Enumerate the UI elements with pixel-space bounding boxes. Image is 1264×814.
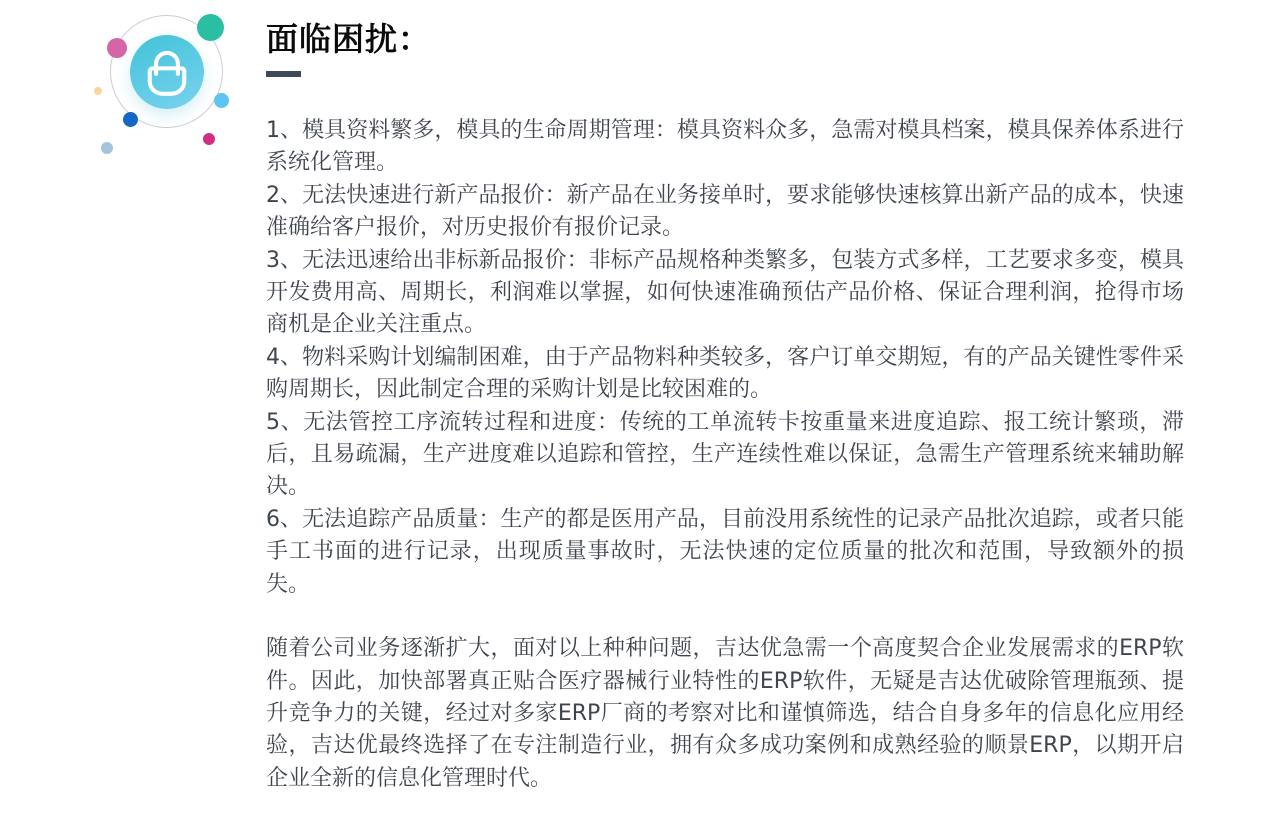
issue-list	[266, 115, 1184, 601]
dark-blue-dot	[123, 112, 138, 127]
light-blue-dot	[214, 93, 229, 108]
lock-icon-glyph	[147, 48, 187, 96]
issue-item-1: 1、模具资料繁多，模具的生命周期管理：模具资料众多，急需对模具档案，模具保养体系进行系统化管理。	[266, 118, 1184, 176]
lock-icon	[130, 35, 204, 109]
pink-dot	[107, 38, 127, 58]
issue-item-4: 4、物料采购计划编制困难，由于产品物料种类较多，客户订单交期短，有的产品关键性零件采购周期长，因此制定合理的采购计划是比较困难的。	[266, 344, 1184, 403]
yellow-dot	[94, 87, 102, 95]
teal-dot	[197, 14, 224, 41]
issue-item-6: 6、无法追踪产品质量：生产的都是医用产品，目前没用系统性的记录产品批次追踪，或者只能手工书面的进行记录，出现质量事故时，无法快速的定位质量的批次和范围，导致额外的损失。	[266, 506, 1184, 597]
page-title: 面临困扰：	[266, 20, 432, 58]
lock-decoration	[88, 3, 240, 165]
issue-item-2: 2、无法快速进行新产品报价：新产品在业务接单时，要求能够快速核算出新产品的成本，快速准确给客户报价，对历史报价有报价记录。	[266, 182, 1184, 241]
title-underline	[266, 71, 301, 77]
magenta-dot	[203, 133, 215, 145]
issue-item-5: 5、无法管控工序流转过程和进度：传统的工单流转卡按重量来进度追踪、报工统计繁琐，滞后，且易疏漏，生产进度难以追踪和管控，生产连续性难以保证，急需生产管理系统来辅助解决。	[266, 409, 1184, 500]
steel-blue-dot	[101, 142, 113, 154]
closing-paragraph: 随着公司业务逐渐扩大，面对以上种种问题，吉达优急需一个高度契合企业发展需求的ERP软件。因此，加快部署真正贴合医疗器械行业特性的ERP软件，无疑是吉达优破除管理瓶颈、提升竞争力的关键，经过对多家ERP厂商的考察对比和谨慎筛选，结合自身多年的信息化应用经验，吉达优最终选择了在专注制造行业，拥有众多成功案例和成熟经验的顺景ERP，以期开启企业全新的信息化管理时代。	[266, 636, 1184, 791]
issue-item-3: 3、无法迅速给出非标新品报价：非标产品规格种类繁多，包装方式多样，工艺要求多变，模具开发费用高、周期长，利润难以掌握，如何快速准确预估产品价格、保证合理利润，抢得市场商机是企业关注重点。	[266, 247, 1184, 338]
main-content	[266, 20, 1184, 795]
